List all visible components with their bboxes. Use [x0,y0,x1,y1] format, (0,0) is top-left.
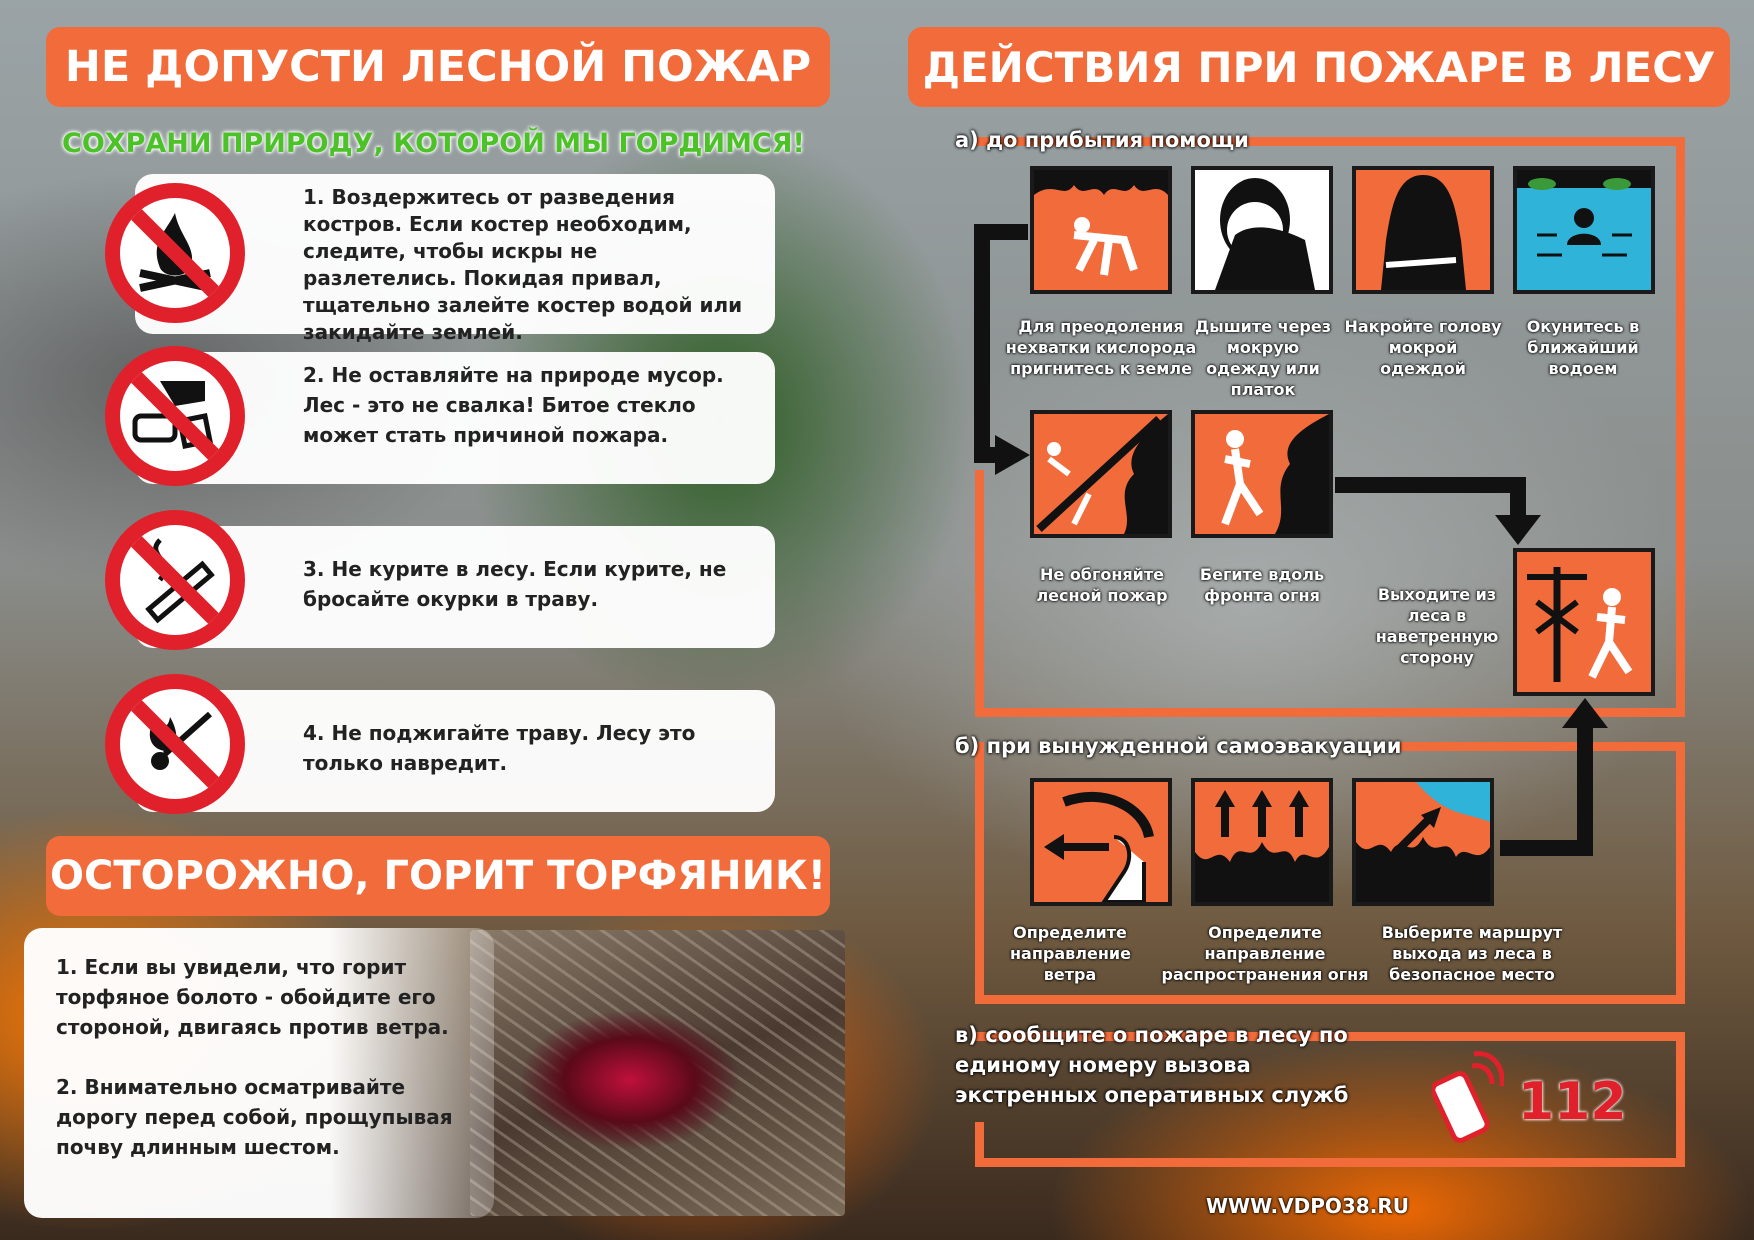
peat-photo [470,930,845,1216]
caption-a6: Бегите вдоль фронта огня [1199,565,1325,605]
section-c-label: в) сообщите о пожаре в лесу по единому номеру вызова экстренных оперативных служб [955,1023,1349,1107]
left-subtitle: СОХРАНИ ПРИРОДУ, КОТОРОЙ МЫ ГОРДИМСЯ! [62,128,805,159]
phone-icon [1432,1046,1504,1146]
peat-title [46,836,830,916]
safe-route-icon [1352,778,1494,906]
exit-windward-icon [1513,548,1655,696]
section-a-label: а) до прибытия помощи [955,128,1249,152]
caption-a4: Окунитесь в ближайший водоем [1526,317,1640,378]
website: WWW.VDPO38.RU [1206,1194,1409,1218]
right-title-text: ДЕЙСТВИЯ ПРИ ПОЖАРЕ В ЛЕСУ [922,42,1716,92]
cover-mouth-icon [1191,166,1333,294]
peat-title-text: ОСТОРОЖНО, ГОРИТ ТОРФЯНИК! [50,853,826,899]
cover-head-icon [1352,166,1494,294]
caption-b2: Определите направление распространения огня [1161,923,1369,984]
person-in-water-icon [1513,166,1655,294]
caption-a2: Дышите через мокрую одежду или платок [1194,317,1332,399]
peat-card [24,928,494,1218]
section-b-label: б) при вынужденной самоэвакуации [955,734,1402,758]
rule-text-2: 2. Не оставляйте на природе мусор. Лес - это не свалка! Битое стекло может стать причиной пожара. [303,363,724,447]
crouching-person-icon [1030,166,1172,294]
caption-a7: Выходите из леса в наветренную сторону [1375,585,1499,667]
caption-b3: Выберите маршрут выхода из леса в безопасное место [1381,923,1563,984]
peat-text-1: 1. Если вы увидели, что горит торфяное болото - обойдите его стороной, двигаясь против ветра. [56,955,449,1039]
wind-direction-icon [1030,778,1172,906]
no-litter-icon [105,346,245,486]
run-along-fire-icon [1191,410,1333,538]
peat-text-2: 2. Внимательно осматривайте дорогу перед собой, прощупывая почву длинным шестом. [56,1075,453,1159]
fire-direction-icon [1191,778,1333,906]
caption-b1: Определите направление ветра [1010,923,1131,984]
caption-a5: Не обгоняйте лесной пожар [1036,565,1168,605]
caption-a1: Для преодоления нехватки кислорода пригнитесь к земле [1005,317,1197,378]
no-smoking-icon [105,510,245,650]
no-campfire-icon [105,183,245,323]
section-c-frame-left [975,1122,984,1167]
right-title [908,27,1730,107]
rule-text-4: 4. Не поджигайте траву. Лесу это только навредит. [303,721,696,775]
caption-a3: Накройте голову мокрой одеждой [1344,317,1502,378]
rule-text-1: 1. Воздержитесь от разведения костров. Если костер необходим, следите, чтобы искры не разлетелись. Покидая привал, тщательно залейте костер водой или закидайте землей. [303,185,743,344]
rule-text-3: 3. Не курите в лесу. Если курите, не бросайте окурки в траву. [303,557,727,611]
left-title-text: НЕ ДОПУСТИ ЛЕСНОЙ ПОЖАР [64,42,812,92]
section-a-frame-left [975,470,984,717]
left-title [46,27,830,107]
emergency-number: 112 [1518,1072,1627,1132]
no-matches-icon [105,674,245,814]
do-not-outrun-fire-icon [1030,410,1172,538]
section-b-frame-top [1400,742,1685,751]
